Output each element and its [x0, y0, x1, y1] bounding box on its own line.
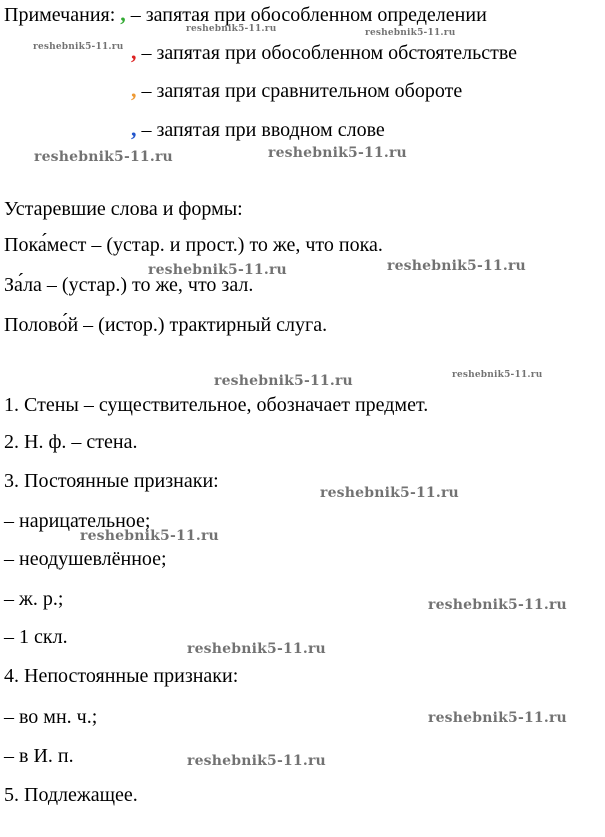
- watermark: reshebnik5-11.ru: [365, 28, 456, 38]
- note-text-comparative: – запятая при сравнительном обороте: [136, 80, 463, 102]
- note-text-circumstance: – запятая при обособленном обстоятельстве: [136, 42, 518, 64]
- watermark: reshebnik5-11.ru: [452, 370, 543, 380]
- analysis-line: – неодушевлённое;: [4, 548, 167, 570]
- archaic-entry: За́ла – (устар.) то же, что зал.: [4, 274, 254, 296]
- analysis-line: 4. Непостоянные признаки:: [4, 665, 239, 687]
- analysis-line: 1. Стены – существительное, обозначает предмет.: [4, 394, 429, 416]
- watermark: reshebnik5-11.ru: [428, 597, 567, 613]
- note-text-introductory: – запятая при вводном слове: [136, 119, 385, 141]
- watermark: reshebnik5-11.ru: [387, 258, 526, 274]
- watermark: reshebnik5-11.ru: [187, 641, 326, 657]
- archaic-entry: Пока́мест – (устар. и прост.) то же, что пока.: [4, 234, 383, 256]
- archaic-heading: Устаревшие слова и формы:: [4, 198, 243, 220]
- comma-blue-icon: ,: [131, 116, 137, 141]
- watermark: reshebnik5-11.ru: [320, 485, 459, 501]
- watermark: reshebnik5-11.ru: [187, 753, 326, 769]
- notes-line-2: [131, 40, 517, 65]
- watermark: reshebnik5-11.ru: [428, 710, 567, 726]
- notes-line-4: [131, 117, 385, 142]
- watermark: reshebnik5-11.ru: [33, 42, 124, 52]
- analysis-line: – 1 скл.: [4, 626, 68, 648]
- watermark: reshebnik5-11.ru: [148, 262, 287, 278]
- analysis-line: – ж. р.;: [4, 588, 64, 610]
- archaic-entry: Полово́й – (истор.) трактирный слуга.: [4, 314, 328, 336]
- notes-title: Примечания:: [4, 4, 121, 26]
- analysis-line: – нарицательное;: [4, 510, 151, 532]
- watermark: reshebnik5-11.ru: [214, 373, 353, 389]
- watermark: reshebnik5-11.ru: [186, 24, 277, 34]
- analysis-line: – в И. п.: [4, 745, 74, 767]
- notes-line-3: [131, 78, 462, 103]
- analysis-line: 2. Н. ф. – стена.: [4, 431, 138, 453]
- analysis-line: 3. Постоянные признаки:: [4, 470, 219, 492]
- comma-red-icon: ,: [131, 39, 137, 64]
- comma-orange-icon: ,: [131, 77, 137, 102]
- watermark: reshebnik5-11.ru: [34, 149, 173, 165]
- note-text-definition: – запятая при обособленном определении: [125, 4, 487, 26]
- analysis-line: 5. Подлежащее.: [4, 784, 138, 806]
- analysis-line: – во мн. ч.;: [4, 706, 98, 728]
- watermark: reshebnik5-11.ru: [268, 145, 407, 161]
- comma-green-icon: ,: [120, 1, 126, 26]
- watermark: reshebnik5-11.ru: [80, 528, 219, 544]
